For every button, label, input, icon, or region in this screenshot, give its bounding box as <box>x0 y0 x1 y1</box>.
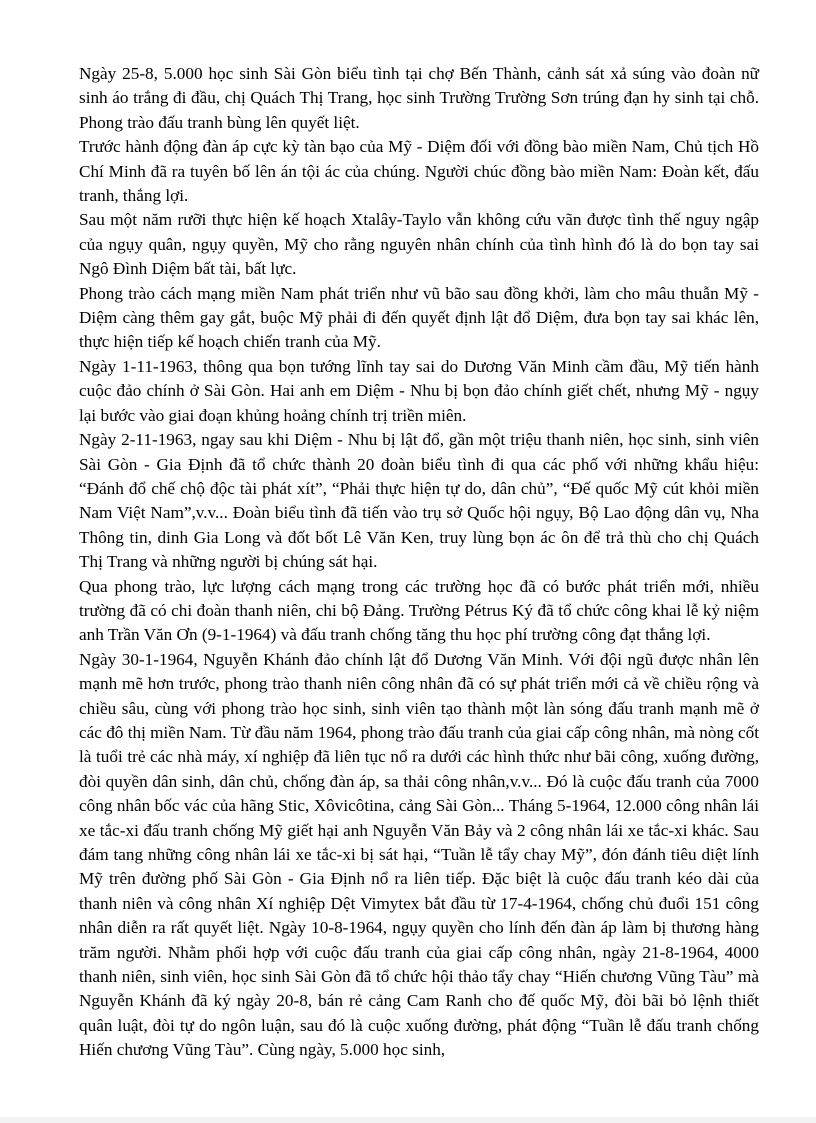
paragraph-revolution-movement: Phong trào cách mạng miền Nam phát triển như vũ bão sau đồng khởi, làm cho mâu thuẫn Mỹ - Diệm càng thêm gay gắt, buộc Mỹ phải đi đến quyết định lật đổ Diệm, đưa bọn tay sai khác lên, thực hiện tiếp kế hoạch chiến tranh của Mỹ. <box>79 283 759 352</box>
paragraph-staley-taylor-plan: Sau một năm rưỡi thực hiện kế hoạch Xtalây-Taylo vẫn không cứu vãn được tình thế nguy ngập của ngụy quân, ngụy quyền, Mỹ cho rằng nguyên nhân chính của tình hình đó là do bọn tay sai Ngô Đình Diệm bất tài, bất lực. <box>79 210 759 279</box>
document-body <box>79 62 759 1063</box>
page-bottom-edge <box>0 1117 816 1123</box>
paragraph-ho-chi-minh-statement: Trước hành động đàn áp cực kỳ tàn bạo của Mỹ - Diệm đối với đồng bào miền Nam, Chủ tịch Hồ Chí Minh đã ra tuyên bố lên án tội ác của chúng. Người chúc đồng bào miền Nam: Đoàn kết, đấu tranh, thắng lợi. <box>79 137 759 206</box>
paragraph-student-protest: Ngày 25-8, 5.000 học sinh Sài Gòn biểu tình tại chợ Bến Thành, cảnh sát xả súng vào đoàn nữ sinh áo trắng đi đầu, chị Quách Thị Trang, học sinh Trường Trường Sơn trúng đạn hy sinh tại chỗ. Phong trào đấu tranh bùng lên quyết liệt. <box>79 64 759 132</box>
paragraph-school-movement: Qua phong trào, lực lượng cách mạng trong các trường học đã có bước phát triển mới, nhiều trường đã có chi đoàn thanh niên, chi bộ Đảng. Trường Pétrus Ký đã tổ chức công khai lễ kỷ niệm anh Trần Văn Ơn (9-1-1964) và đấu tranh chống tăng thu học phí trường công đạt thắng lợi. <box>79 576 759 645</box>
paragraph-demonstration-1963: Ngày 2-11-1963, ngay sau khi Diệm - Nhu bị lật đổ, gần một triệu thanh niên, học sinh, sinh viên Sài Gòn - Gia Định đã tổ chức thành 20 đoàn biểu tình đi qua các phố với những khẩu hiệu: “Đánh đổ chế chộ độc tài phát xít”, “Phải thực hiện tự do, dân chủ”, “Đế quốc Mỹ cút khỏi miền Nam Việt Nam”,v.v... Đoàn biểu tình đã tiến vào trụ sở Quốc hội ngụy, Bộ Lao động dân vụ, Nha Thông tin, dinh Gia Long và đốt bốt Lê Văn Ken, truy lùng bọn ác ôn để trả thù cho chị Quách Thị Trang và những người bị chúng sát hại. <box>79 430 759 572</box>
paragraph-workers-struggle-1964: Ngày 30-1-1964, Nguyễn Khánh đảo chính lật đổ Dương Văn Minh. Với đội ngũ được nhân lên mạnh mẽ hơn trước, phong trào thanh niên công nhân đã có sự phát triển mới cả về chiều rộng và chiều sâu, cùng với phong trào học sinh, sinh viên tạo thành một làn sóng đấu tranh mạnh mẽ ở các đô thị miền Nam. Từ đầu năm 1964, phong trào đấu tranh của giai cấp công nhân, mà nòng cốt là tuổi trẻ các nhà máy, xí nghiệp đã liên tục nổ ra dưới các hình thức như bãi công, xuống đường, đòi quyền dân sinh, dân chủ, chống đàn áp, sa thải công nhân,v.v... Đó là cuộc đấu tranh của 7000 công nhân bốc vác của hãng Stic, Xôvicôtina, cảng Sài Gòn... Tháng 5-1964, 12.000 công nhân lái xe tắc-xi đấu tranh chống Mỹ giết hại anh Nguyễn Văn Bảy và 2 công nhân lái xe tắc-xi khác. Sau đám tang những công nhân lái xe tắc-xi bị sát hại, “Tuần lễ tẩy chay Mỹ”, đón đánh tiêu diệt lính Mỹ trên đường phố Sài Gòn - Gia Định nổ ra liên tiếp. Đặc biệt là cuộc đấu tranh kéo dài của thanh niên và công nhân Xí nghiệp Dệt Vimytex bắt đầu từ 17-4-1964, chống chủ đuổi 151 công nhân diễn ra rất quyết liệt. Ngày 10-8-1964, ngụy quyền cho lính đến đàn áp làm bị thương hàng trăm người. Nhằm phối hợp với cuộc đấu tranh của giai cấp công nhân, ngày 21-8-1964, 4000 thanh niên, sinh viên, học sinh Sài Gòn đã tổ chức hội thảo tẩy chay “Hiến chương Vũng Tàu” mà Nguyễn Khánh đã ký ngày 20-8, bán rẻ cảng Cam Ranh cho đế quốc Mỹ, đòi bãi bỏ lệnh thiết quân luật, đòi tự do ngôn luận, sau đó là cuộc xuống đường, phát động “Tuần lễ đấu tranh chống Hiến chương Vũng Tàu”. Cùng ngày, 5.000 học sinh, <box>79 649 759 1060</box>
paragraph-coup-1963: Ngày 1-11-1963, thông qua bọn tướng lĩnh tay sai do Dương Văn Minh cầm đầu, Mỹ tiến hành cuộc đảo chính ở Sài Gòn. Hai anh em Diệm - Nhu bị bọn đảo chính giết chết, nhưng Mỹ - ngụy lại bước vào giai đoạn khủng hoảng chính trị triền miên. <box>79 356 759 425</box>
